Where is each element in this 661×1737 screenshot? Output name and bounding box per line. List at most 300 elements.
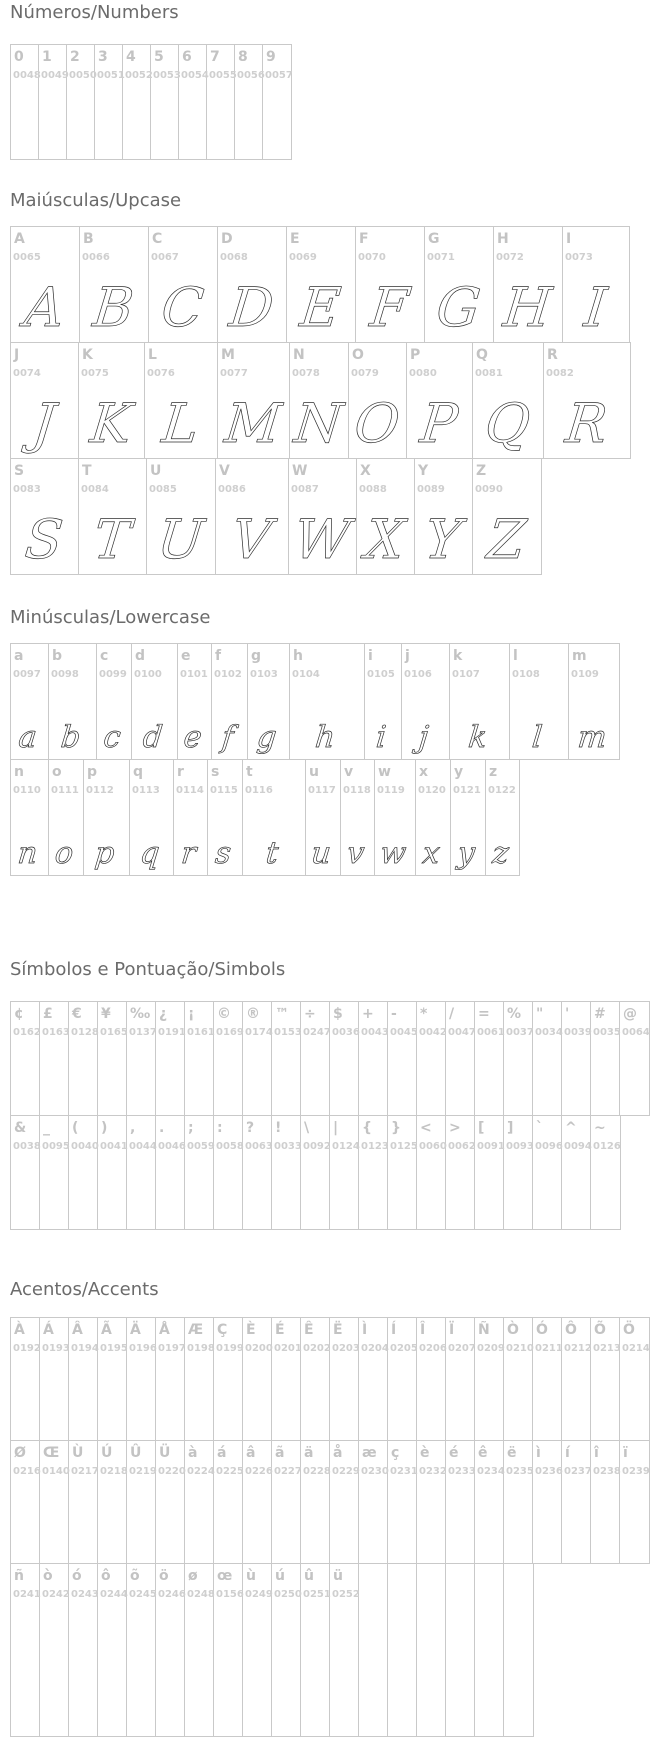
char-code: 0106 (404, 669, 432, 680)
char-cell-0140 (40, 1441, 69, 1563)
char-glyph (235, 83, 262, 159)
char-glyph: Y (421, 508, 465, 571)
char-glyph (98, 1479, 126, 1563)
char-glyph (243, 1356, 271, 1440)
char-row (10, 1001, 650, 1116)
char-label: T (82, 463, 92, 479)
char-code: 0250 (274, 1589, 302, 1600)
char-code: 0073 (565, 252, 593, 263)
char-cell-0236 (533, 1441, 562, 1563)
char-code: 0118 (343, 785, 371, 796)
char-glyph (272, 1356, 300, 1440)
char-glyph (156, 1040, 184, 1115)
char-cell-0099 (97, 644, 132, 759)
char-label: " (536, 1006, 544, 1022)
section-upcase (10, 190, 661, 575)
char-glyph: x (420, 836, 442, 871)
char-cell-0040 (69, 1116, 98, 1229)
char-label: g (251, 648, 262, 664)
char-code: 0218 (100, 1466, 128, 1477)
char-label: s (211, 764, 220, 780)
char-cell-0103 (248, 644, 290, 759)
char-cell-0071 (425, 227, 494, 342)
char-glyph: M (222, 392, 285, 455)
char-glyph (591, 1356, 619, 1440)
char-glyph (243, 1602, 271, 1736)
char-code: 0161 (187, 1027, 215, 1038)
char-label: a (14, 648, 24, 664)
char-glyph (11, 1479, 39, 1563)
char-glyph (40, 1040, 68, 1115)
char-cell-0192 (11, 1318, 40, 1440)
section-title-lowercase: Minúsculas/Lowercase (10, 607, 211, 628)
char-glyph: I (581, 276, 610, 339)
char-cell-0251 (301, 1564, 330, 1736)
char-label: I (566, 231, 572, 247)
char-row (10, 1563, 534, 1737)
char-glyph: H (500, 276, 555, 339)
char-cell-0235 (504, 1441, 533, 1563)
char-label: o (52, 764, 62, 780)
char-cell-0243 (69, 1564, 98, 1736)
char-code: 0242 (42, 1589, 70, 1600)
char-label: ê (478, 1445, 488, 1461)
char-code: 0205 (390, 1343, 418, 1354)
char-glyph: z (490, 836, 511, 871)
char-label: N (293, 347, 305, 363)
char-cell-0225 (214, 1441, 243, 1563)
char-label: / (449, 1006, 455, 1022)
char-code: 0095 (42, 1141, 70, 1152)
char-code: 0246 (158, 1589, 186, 1600)
char-glyph (95, 83, 122, 159)
char-cell-0205 (388, 1318, 417, 1440)
char-cell-0249 (243, 1564, 272, 1736)
char-cell-0228 (301, 1441, 330, 1563)
char-glyph (562, 1040, 590, 1115)
char-label: î (594, 1445, 599, 1461)
char-glyph (359, 1040, 387, 1115)
char-label: S (14, 463, 25, 479)
char-cell-0202 (301, 1318, 330, 1440)
char-cell-0165 (98, 1002, 127, 1115)
section-accents (10, 1279, 661, 1737)
char-glyph (39, 83, 66, 159)
char-label: X (360, 463, 371, 479)
char-label: ¢ (14, 1006, 24, 1022)
char-glyph (156, 1602, 184, 1736)
char-label: Ï (449, 1322, 455, 1338)
char-cell-0252 (330, 1564, 359, 1736)
char-label: Ú (101, 1445, 113, 1461)
char-glyph (123, 83, 150, 159)
section-title-numbers: Números/Numbers (10, 2, 179, 23)
char-code: 0041 (100, 1141, 128, 1152)
char-glyph (591, 1040, 619, 1115)
char-label: ó (72, 1568, 82, 1584)
char-cell-0052 (123, 45, 151, 159)
char-code: 0039 (564, 1027, 592, 1038)
font-specimen-page (10, 2, 661, 1737)
char-glyph (620, 1040, 649, 1115)
char-code: 0217 (71, 1466, 99, 1477)
char-glyph (98, 1356, 126, 1440)
char-code: 0045 (390, 1027, 418, 1038)
char-code: 0055 (209, 70, 237, 81)
char-cell-0047 (446, 1002, 475, 1115)
char-label: K (82, 347, 93, 363)
char-cell-0036 (330, 1002, 359, 1115)
char-cell-0244 (98, 1564, 127, 1736)
char-glyph (40, 1479, 68, 1563)
char-cell-0045 (388, 1002, 417, 1115)
char-label: â (246, 1445, 256, 1461)
char-glyph (504, 1040, 532, 1115)
char-cell-0098 (49, 644, 97, 759)
char-glyph (359, 1564, 387, 1698)
char-row (10, 458, 542, 575)
char-cell-0234 (475, 1441, 504, 1563)
char-code: 0238 (593, 1466, 621, 1477)
char-label: q (133, 764, 144, 780)
char-label: Ê (304, 1322, 314, 1338)
char-glyph: b (59, 720, 83, 755)
char-glyph: T (90, 508, 134, 571)
char-code: 0174 (245, 1027, 273, 1038)
char-label: ! (275, 1120, 282, 1136)
char-cell-0117 (306, 760, 341, 875)
char-code: 0087 (291, 484, 319, 495)
char-glyph (185, 1040, 213, 1115)
char-code: 0202 (303, 1343, 331, 1354)
char-cell-empty (504, 1564, 533, 1736)
char-label: Î (420, 1322, 426, 1338)
char-glyph (156, 1356, 184, 1440)
char-label: Ü (159, 1445, 171, 1461)
char-code: 0165 (100, 1027, 128, 1038)
char-label: 8 (238, 49, 248, 65)
char-label: Õ (594, 1322, 606, 1338)
char-glyph: G (433, 276, 484, 339)
char-glyph (330, 1040, 358, 1115)
char-label: 7 (210, 49, 220, 65)
char-glyph (504, 1564, 533, 1698)
char-label: < (420, 1120, 432, 1136)
char-cell-0034 (533, 1002, 562, 1115)
char-glyph (179, 83, 206, 159)
char-label: h (293, 648, 303, 664)
char-label: 4 (126, 49, 136, 65)
char-glyph (475, 1356, 503, 1440)
char-code: 0110 (13, 785, 41, 796)
char-code: 0162 (13, 1027, 41, 1038)
char-cell-0169 (214, 1002, 243, 1115)
char-label: ÷ (304, 1006, 316, 1022)
char-label: $ (333, 1006, 343, 1022)
char-glyph (156, 1154, 184, 1229)
char-label: Ã (101, 1322, 112, 1338)
char-code: 0228 (303, 1466, 331, 1477)
char-glyph (591, 1479, 619, 1563)
char-code: 0140 (42, 1466, 70, 1477)
char-cell-0042 (417, 1002, 446, 1115)
char-label: Ç (217, 1322, 228, 1338)
char-label: H (497, 231, 509, 247)
char-label: ~ (594, 1120, 606, 1136)
char-glyph (214, 1154, 242, 1229)
char-glyph (446, 1564, 474, 1698)
char-label: : (217, 1120, 223, 1136)
char-label: 3 (98, 49, 108, 65)
char-label: ä (304, 1445, 314, 1461)
char-glyph (127, 1479, 155, 1563)
char-label: O (352, 347, 364, 363)
char-code: 0043 (361, 1027, 389, 1038)
char-code: 0128 (71, 1027, 99, 1038)
char-cell-0120 (416, 760, 451, 875)
char-code: 0077 (220, 368, 248, 379)
char-code: 0163 (42, 1027, 70, 1038)
char-label: ù (246, 1568, 256, 1584)
char-cell-0053 (151, 45, 179, 159)
char-glyph: F (367, 276, 412, 339)
char-cell-0232 (417, 1441, 446, 1563)
char-row (10, 342, 631, 459)
char-glyph (388, 1564, 416, 1698)
char-cell-0062 (446, 1116, 475, 1229)
char-glyph: K (87, 392, 135, 455)
char-label: ¡ (188, 1006, 195, 1022)
char-cell-0238 (591, 1441, 620, 1563)
char-code: 0226 (245, 1466, 273, 1477)
char-glyph (185, 1602, 213, 1736)
char-glyph (127, 1154, 155, 1229)
char-label: 2 (70, 49, 80, 65)
char-label: ï (623, 1445, 628, 1461)
char-label: ü (333, 1568, 343, 1584)
char-glyph (620, 1356, 649, 1440)
char-label: Ù (72, 1445, 84, 1461)
char-label: € (72, 1006, 82, 1022)
char-label: ® (246, 1006, 260, 1022)
char-label: b (52, 648, 63, 664)
char-cell-0080 (407, 343, 473, 458)
char-cell-0196 (127, 1318, 156, 1440)
char-label: V (219, 463, 230, 479)
char-code: 0237 (564, 1466, 592, 1477)
char-code: 0071 (427, 252, 455, 263)
char-cell-0066 (80, 227, 149, 342)
char-code: 0067 (151, 252, 179, 263)
char-code: 0100 (134, 669, 162, 680)
char-label: n (14, 764, 24, 780)
char-label: Ó (536, 1322, 548, 1338)
char-label: D (221, 231, 233, 247)
char-glyph (301, 1356, 329, 1440)
char-label: ë (507, 1445, 517, 1461)
char-table-numbers (10, 44, 661, 160)
char-glyph (388, 1040, 416, 1115)
char-glyph (272, 1602, 300, 1736)
char-cell-0072 (494, 227, 563, 342)
char-label: ú (275, 1568, 285, 1584)
char-code: 0114 (176, 785, 204, 796)
char-label: j (405, 648, 410, 664)
char-cell-0207 (446, 1318, 475, 1440)
char-glyph (214, 1040, 242, 1115)
char-label: u (309, 764, 319, 780)
char-glyph: R (562, 392, 611, 455)
char-cell-0163 (40, 1002, 69, 1115)
char-code: 0209 (477, 1343, 505, 1354)
char-cell-0051 (95, 45, 123, 159)
char-glyph (67, 83, 94, 159)
char-glyph (214, 1356, 242, 1440)
char-code: 0072 (496, 252, 524, 263)
char-glyph (417, 1479, 445, 1563)
char-code: 0107 (452, 669, 480, 680)
char-label: - (391, 1006, 397, 1022)
char-label: Á (43, 1322, 54, 1338)
char-cell-0079 (349, 343, 407, 458)
char-glyph (388, 1154, 416, 1229)
char-cell-0069 (287, 227, 356, 342)
char-cell-0056 (235, 45, 263, 159)
char-code: 0112 (86, 785, 114, 796)
char-code: 0126 (593, 1141, 621, 1152)
char-cell-0060 (417, 1116, 446, 1229)
char-table-symbols (10, 1001, 661, 1230)
char-glyph (475, 1040, 503, 1115)
char-label: ¿ (159, 1006, 168, 1022)
char-glyph (98, 1040, 126, 1115)
char-glyph: L (159, 392, 202, 455)
char-cell-0199 (214, 1318, 243, 1440)
char-glyph (272, 1040, 300, 1115)
char-label: œ (217, 1568, 233, 1584)
char-table-accents (10, 1317, 661, 1737)
char-code: 0211 (535, 1343, 563, 1354)
char-code: 0216 (13, 1466, 41, 1477)
char-label: c (100, 648, 109, 664)
char-label: y (454, 764, 464, 780)
char-cell-0092 (301, 1116, 330, 1229)
char-glyph: t (264, 836, 281, 871)
char-cell-0242 (40, 1564, 69, 1736)
char-code: 0083 (13, 484, 41, 495)
char-code: 0063 (245, 1141, 273, 1152)
char-cell-0197 (156, 1318, 185, 1440)
char-code: 0075 (81, 368, 109, 379)
char-glyph: j (417, 720, 431, 755)
char-cell-0200 (243, 1318, 272, 1440)
char-glyph (69, 1479, 97, 1563)
char-cell-0065 (11, 227, 80, 342)
char-code: 0236 (535, 1466, 563, 1477)
char-cell-0081 (473, 343, 544, 458)
char-cell-0191 (156, 1002, 185, 1115)
char-code: 0047 (448, 1027, 476, 1038)
char-cell-0112 (84, 760, 130, 875)
char-label: ì (536, 1445, 541, 1461)
char-code: 0059 (187, 1141, 215, 1152)
char-code: 0214 (622, 1343, 650, 1354)
char-label: ö (159, 1568, 169, 1584)
char-label: M (221, 347, 235, 363)
char-label: Ö (623, 1322, 635, 1338)
char-glyph (185, 1154, 213, 1229)
char-cell-0064 (620, 1002, 649, 1115)
char-code: 0078 (292, 368, 320, 379)
char-code: 0201 (274, 1343, 302, 1354)
char-label: A (14, 231, 25, 247)
char-glyph (417, 1356, 445, 1440)
char-label: * (420, 1006, 428, 1022)
char-glyph (388, 1479, 416, 1563)
char-code: 0085 (149, 484, 177, 495)
char-cell-0086 (216, 459, 289, 574)
char-glyph (475, 1564, 503, 1698)
char-code: 0125 (390, 1141, 418, 1152)
char-glyph (620, 1479, 649, 1563)
char-code: 0122 (488, 785, 516, 796)
char-code: 0056 (237, 70, 265, 81)
char-glyph: A (21, 276, 68, 339)
char-cell-0108 (510, 644, 569, 759)
char-glyph (98, 1602, 126, 1736)
char-label: à (188, 1445, 198, 1461)
char-label: ™ (275, 1006, 289, 1022)
char-label: ¥ (101, 1006, 111, 1022)
char-glyph (301, 1154, 329, 1229)
char-cell-0128 (69, 1002, 98, 1115)
char-cell-0217 (69, 1441, 98, 1563)
char-glyph: y (455, 836, 477, 871)
char-code: 0054 (181, 70, 209, 81)
char-label: { (362, 1120, 372, 1136)
char-glyph: r (179, 836, 198, 871)
char-glyph (263, 83, 291, 159)
char-cell-0075 (79, 343, 145, 458)
char-label: Ñ (478, 1322, 490, 1338)
char-cell-0077 (218, 343, 290, 458)
char-label: % (507, 1006, 522, 1022)
char-label: © (217, 1006, 231, 1022)
char-cell-0239 (620, 1441, 649, 1563)
char-code: 0098 (51, 669, 79, 680)
char-code: 0046 (158, 1141, 186, 1152)
char-code: 0248 (187, 1589, 215, 1600)
char-label: U (150, 463, 162, 479)
char-code: 0048 (13, 70, 41, 81)
char-label: | (333, 1120, 339, 1136)
char-code: 0252 (332, 1589, 360, 1600)
char-cell-0210 (504, 1318, 533, 1440)
char-glyph (359, 1356, 387, 1440)
char-label: G (428, 231, 440, 247)
char-label: w (378, 764, 391, 780)
char-glyph: X (362, 508, 408, 571)
char-cell-0218 (98, 1441, 127, 1563)
char-glyph (359, 1154, 387, 1229)
char-code: 0105 (367, 669, 395, 680)
char-cell-0049 (39, 45, 67, 159)
char-code: 0093 (506, 1141, 534, 1152)
char-cell-0214 (620, 1318, 649, 1440)
char-glyph: e (181, 720, 204, 755)
char-label: É (275, 1322, 285, 1338)
char-cell-0212 (562, 1318, 591, 1440)
